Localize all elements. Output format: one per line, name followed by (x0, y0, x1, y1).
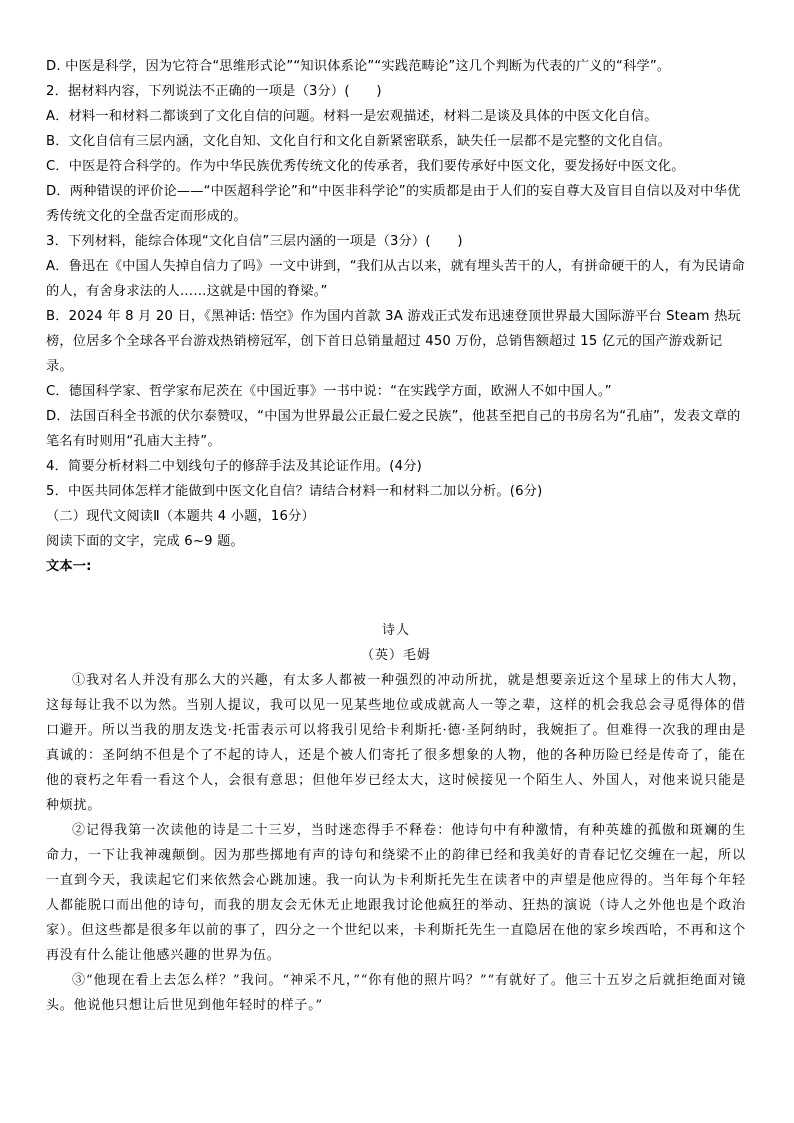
question-4: 4．简要分析材料二中划线句子的修辞手法及其论证作用。(4分) (46, 459, 422, 474)
question-5: 5．中医共同体怎样才能做到中医文化自信？请结合材料一和材料二加以分析。(6分) (46, 484, 543, 499)
story-paragraph-1: ①我对名人并没有那么大的兴趣，有太多人都被一种强烈的冲动所扰，就是想要亲近这个星球上的伟大人物，这每每让我不以为然。当别人提议，我可以见一见某些地位或成就高人一等之辈，这样的机会我总会寻觅得体的借口避开。所以当我的朋友迭戈·托雷表示可以将我引见给卡利斯托·德·圣阿纳时，我婉拒了。但难得一次我的理由是真诚的：圣阿纳不但是个了不起的诗人，还是个被人们寄托了很多想象的人物，他的各种历险已经是传奇了，能在他的衰朽之年看一看这个人，会很有意思；但他年岁已经太大，这时候接见一个陌生人、外国人，对他来说只能是种烦扰。 (46, 673, 746, 813)
q3-option-a: A．鲁迅在《中国人失掉自信力了吗》一文中讲到，“我们从古以来，就有埋头苦干的人，有拼命硬干的人，有为民请命的人，有舍身求法的人……这就是中国的脊梁。” (46, 259, 746, 299)
questions-section (46, 54, 746, 579)
q1-option-d: D. 中医是科学，因为它符合“思维形式论”“知识体系论”“实践范畴论”这几个判断为代表的广义的“科学”。 (46, 59, 671, 74)
story-paragraph-3: ③“他现在看上去怎么样？”我问。“神采不凡，”“你有他的照片吗？”“有就好了。他三十五岁之后就拒绝面对镜头。他说他只想让后世见到他年轻时的样子。” (46, 973, 746, 1013)
q3-option-b: B．2024 年 8 月 20 日，《黑神话: 悟空》作为国内首款 3A 游戏正式发布迅速登顶世界最大国际游平台 Steam 热玩榜，位居多个全球各平台游戏热销榜冠军，创下首日总销量超过 450 万份，总销售额超过 15 亿元的国产游戏新记录。 (46, 309, 741, 374)
story-paragraph-2: ②记得我第一次读他的诗是二十三岁，当时迷恋得手不释卷：他诗句中有种激情，有种英雄的孤傲和斑斓的生命力，一下让我神魂颠倒。因为那些掷地有声的诗句和绕梁不止的韵律已经和我美好的青春记忆交缠在一起，所以一直到今天，我读起它们来依然会心跳加速。我一向认为卡利斯托先生在读者中的声望是他应得的。当年每个年轻人都能脱口而出他的诗句，而我的朋友会无休无止地跟我讨论他疯狂的举动、狂热的演说（诗人之外他也是个政治家）。但这些都是很多年以前的事了，四分之一个世纪以来，卡利斯托先生一直隐居在他的家乡埃西哈，不再和这个再没有什么能让他感兴趣的世界为伍。 (46, 823, 746, 963)
reading-instruction: 阅读下面的文字，完成 6~9 题。 (46, 534, 244, 549)
story-section (46, 618, 746, 1018)
question-2: 2．据材料内容，下列说法不正确的一项是（3分）( ) (46, 84, 382, 99)
q2-option-d: D．两种错误的评价论——“中医超科学论”和“中医非科学论”的实质都是由于人们的妄自尊大及盲目自信以及对中华优秀传统文化的全盘否定而形成的。 (46, 184, 741, 224)
q3-option-c: C．德国科学家、哲学家布尼茨在《中国近事》一书中说：“在实践学方面，欧洲人不如中国人。” (46, 384, 612, 399)
section-2-heading: （二）现代文阅读Ⅱ（本题共 4 小题，16分） (46, 509, 315, 524)
q3-option-d: D．法国百科全书派的伏尔泰赞叹，“中国为世界最公正最仁爱之民族”，他甚至把自己的书房名为“孔庙”，发表文章的笔名有时则用“孔庙大主持”。 (46, 409, 741, 449)
text-1-label: 文本一: (46, 559, 92, 574)
story-title: 诗人 (381, 623, 410, 638)
q2-option-c: C．中医是符合科学的。作为中华民族优秀传统文化的传承者，我们要传承好中医文化，要发扬好中医文化。 (46, 159, 685, 174)
question-3: 3．下列材料，能综合体现“文化自信”三层内涵的一项是（3分）( ) (46, 234, 463, 249)
q2-option-b: B．文化自信有三层内涵，文化自知、文化自行和文化自新紧密联系，缺失任一层都不是完整的文化自信。 (46, 134, 672, 149)
story-author: （英）毛姆 (360, 648, 431, 663)
q2-option-a: A．材料一和材料二都谈到了文化自信的问题。材料一是宏观描述，材料二是谈及具体的中医文化自信。 (46, 109, 658, 124)
